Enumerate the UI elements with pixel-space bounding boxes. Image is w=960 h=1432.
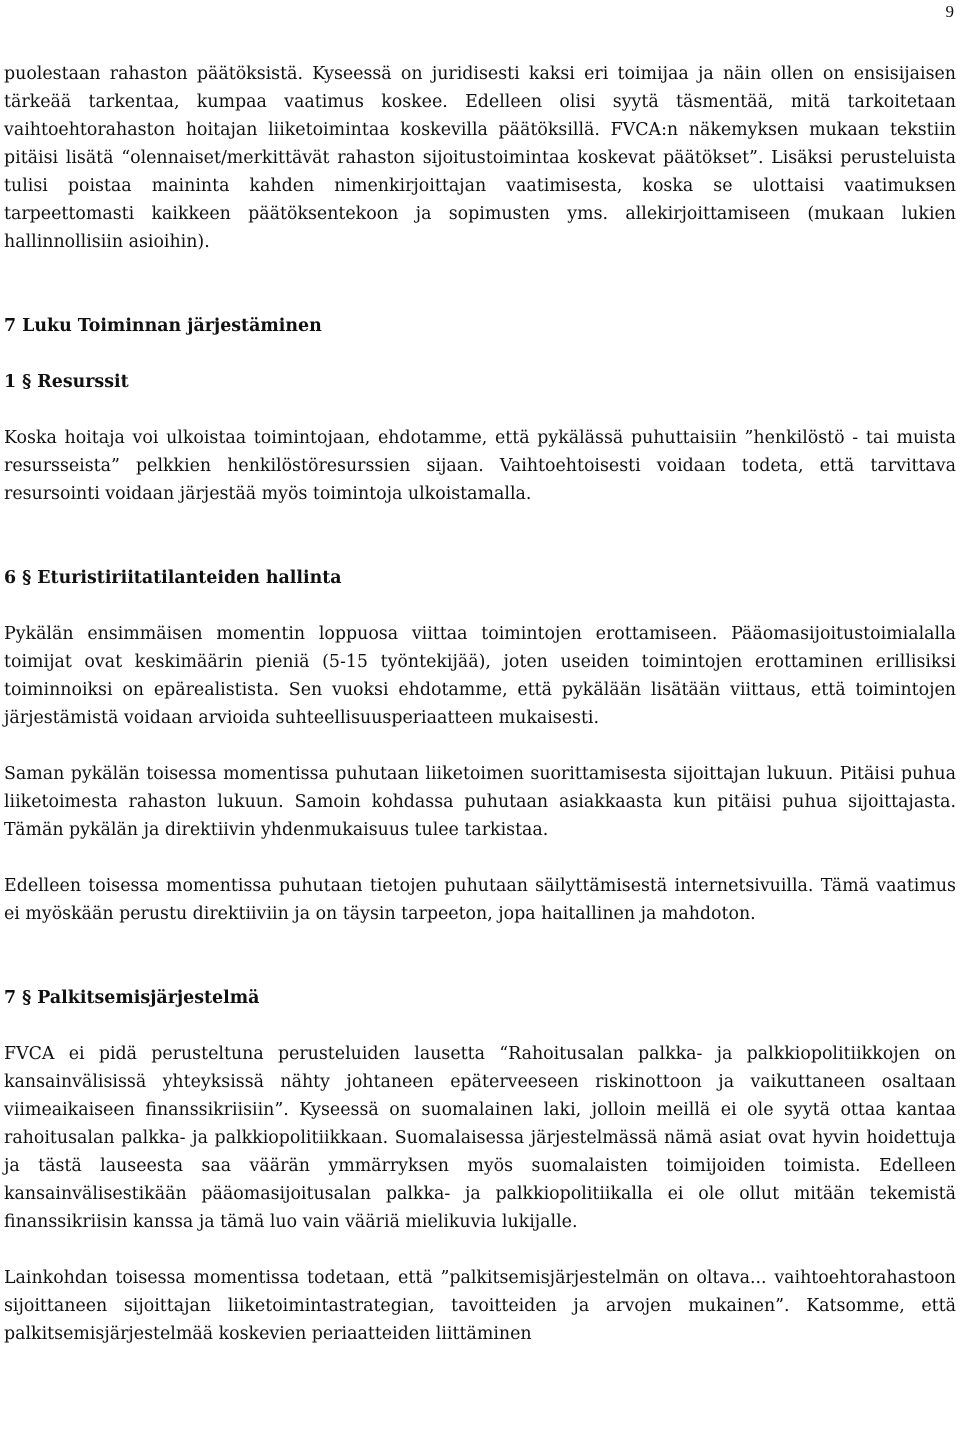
spacer [4,844,956,872]
spacer [4,592,956,620]
paragraph-separation-of-functions: Pykälän ensimmäisen momentin loppuosa viittaa toimintojen erottamiseen. Pääomasijoitustoimialalla toimijat ovat keskimäärin pieniä (5-15 työntekijää), joten useiden toimintojen erottaminen erillisiksi toiminnoiksi on epärealistista. Sen vuoksi ehdotamme, että pykälään lisätään viittaus, että toimintojen järjestämistä voidaan arvioida suhteellisuusperiaatteen mukaisesti. [4,624,956,728]
spacer [4,396,956,424]
spacer [4,508,956,564]
section-heading-resources: 1 § Resurssit [4,372,129,392]
spacer [4,1236,956,1264]
section-heading-conflicts-of-interest: 6 § Eturistiriitatilanteiden hallinta [4,568,342,588]
spacer [4,928,956,984]
paragraph-second-subsection: Saman pykälän toisessa momentissa puhutaan liiketoimen suorittamisesta sijoittajan lukuun. Pitäisi puhua liiketoimesta rahaston lukuun. Samoin kohdassa puhutaan asiakkaasta kun pitäisi puhua sijoittajasta. Tämän pykälän ja direktiivin yhdenmukaisuus tulee tarkistaa. [4,764,956,840]
paragraph-remuneration-policy: FVCA ei pidä perusteltuna perusteluiden lausetta “Rahoitusalan palkka- ja palkkiopolitiikkojen on kansainvälisissä yhteyksissä nähty johtaneen epäterveeseen riskinottoon ja vaikuttaneen osaltaan viimeaikaiseen finanssikriisiin”. Kyseessä on suomalainen laki, jolloin meillä ei ole syytä ottaa kantaa rahoitusalan palkka- ja palkkiopolitiikkaan. Suomalaisessa järjestelmässä nämä asiat ovat hyvin hoidettuja ja tästä lauseesta saa väärän ymmärryksen myös suomalaisten toimijoiden toimista. Edelleen kansainvälisestikään pääomasijoitusalan palkka- ja palkkiopolitiikalla ei ole ollut mitään tekemistä finanssikriisin kanssa ja tämä luo vain vääriä mielikuvia lukijalle. [4,1044,956,1232]
spacer [4,340,956,368]
paragraph-decision-making: puolestaan rahaston päätöksistä. Kyseessä on juridisesti kaksi eri toimijaa ja näin ollen on ensisijaisen tärkeää tarkentaa, kumpaa vaatimus koskee. Edelleen olisi syytä täsmentää, mitä tarkoitetaan vaihtoehtorahaston hoitajan liiketoimintaa koskevilla päätöksillä. FVCA:n näkemyksen mukaan tekstiin pitäisi lisätä “olennaiset/merkittävät rahaston sijoitustoimintaa koskevat päätökset”. Lisäksi perusteluista tulisi poistaa maininta kahden nimenkirjoittajan vaatimisesta, koska se ulottaisi vaatimuksen tarpeettomasti kaikkeen päätöksentekoon ja sopimusten yms. allekirjoittamiseen (mukaan lukien hallinnollisiin asioihin). [4,64,956,252]
chapter-heading-7: 7 Luku Toiminnan järjestäminen [4,316,322,336]
spacer [4,1012,956,1040]
paragraph-website-storage: Edelleen toisessa momentissa puhutaan tietojen puhutaan säilyttämisestä internetsivuilla. Tämä vaatimus ei myöskään perustu direktiiviin ja on täysin tarpeeton, jopa haitallinen ja mahdoton. [4,876,956,924]
spacer [4,732,956,760]
spacer [4,256,956,312]
paragraph-remuneration-second-subsection: Lainkohdan toisessa momentissa todetaan, että ”palkitsemisjärjestelmän on oltava... vaihtoehtorahastoon sijoittaneen sijoittajan liiketoimintastrategian, tavoitteiden ja arvojen mukainen”. Katsomme, että palkitsemisjärjestelmää koskevien periaatteiden liittäminen [4,1268,956,1344]
section-heading-remuneration: 7 § Palkitsemisjärjestelmä [4,988,260,1008]
paragraph-resources: Koska hoitaja voi ulkoistaa toimintojaan, ehdotamme, että pykälässä puhuttaisiin ”henkilöstö - tai muista resursseista” pelkkien henkilöstöresurssien sijaan. Vaihtoehtoisesti voidaan todeta, että tarvittava resursointi voidaan järjestää myös toimintoja ulkoistamalla. [4,428,956,504]
page-number: 9 [945,2,954,21]
